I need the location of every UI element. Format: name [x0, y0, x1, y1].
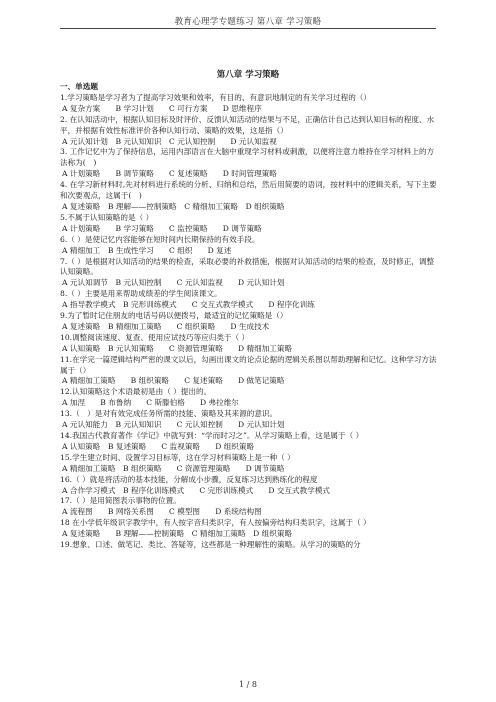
text-line: 13.（ ）是对有效完成任务所需的技能、策略及其来源的意识。	[60, 409, 278, 419]
text-line: 10.调整阅读速度、复查、使用应试技巧等应归类于（ ）	[60, 332, 250, 342]
text-line: 15.学生建立时间、设置学习目标等，这在学习材料策略上是一种（ ）	[60, 452, 295, 462]
chapter-title: 第八章 学习策略	[216, 70, 280, 80]
options-line: A 精细加工策略 B 组织策略 C 资源管理策略 D 调节策略	[62, 463, 285, 473]
header-divider	[60, 28, 436, 29]
text-line: 14.我国古代教育著作《学记》中就写到：“学而时习之”。从学习策略上看，这是属于（ ）	[60, 431, 364, 440]
document-body	[60, 82, 440, 551]
options-line: A 认知策略 B 复述策略 C 监视策略 D 组织策略	[62, 441, 255, 451]
text-line: 3. 工作记忆中为了保持信息，运用内部语言在大脑中重现学习材料或刺激，以便将注意力维持在学习材料上的方法称为( )	[60, 147, 435, 168]
text-line: 8.（ ）主要是用来帮助成绩差的学生阅读课文。	[60, 289, 222, 299]
text-line: 16.（ ）就是将活动的基本技能，分解成小步骤，反复练习达到熟练化的程度	[60, 474, 318, 484]
options-line: A 元认知能力 B 元认知知识 C 元认知控制 D 元认知计划	[62, 420, 285, 430]
options-line: A 元认知计划 B 元认知知识 C 元认知控制 D 元认知监视	[62, 136, 277, 146]
text-line: 6.（ ）是使记忆内容能够在短时间内长期保持的有效手段。	[60, 234, 260, 244]
options-line: A 指导教学模式 B 完形训练模式 C 交互式教学模式 D 程序化训练	[62, 300, 315, 310]
options-line: A 精细加工 B 生成性学习 C 组织 D 复述	[62, 245, 232, 255]
page-header: 教育心理学专题练习 第八章 学习策略	[174, 17, 322, 27]
text-line: 7.（ ）是根据对认知活动的结果的检查，采取必要的补救措施，根据对认知活动的结果的检查，及时修正，调整认知策略。	[60, 256, 435, 277]
options-line: A 复述策略 B 精细加工策略 C 组织策略 D 生成技术	[62, 321, 270, 331]
options-line: A 计划策略 B 调节策略 C 复述策略 D 时间管理策略	[62, 169, 277, 179]
options-line: A 元认知调节 B 元认知控制 C 元认知监视 D 元认知计划	[62, 278, 285, 288]
options-line: A 流程图 B 网络关系图 C 模型图 D 系统结构图	[62, 507, 262, 517]
options-line: A 合作学习模式 B 程序化训练模式 C 完形训练模式 D 交互式教学模式	[62, 485, 331, 495]
section-heading: 一、单选题	[60, 82, 98, 91]
text-line: 2. 在认知活动中，根据认知目标及时评价、反馈认知活动的结果与不足，正确估计自己达到认知目标的程度、水平，并根据有效性标准评价各种认知行动、策略的效果，这是指（）	[60, 114, 435, 135]
options-line: A 认知策略 B 元认知策略 C 资源管理策略 D 精细加工策略	[62, 343, 293, 353]
text-line: 4. 在学习新材料时,先对材料进行系统的分析、归纳和总结，然后用简要的语词，按材料中的逻辑关系，写下主要和次要观点，这属于( )	[60, 180, 437, 201]
options-line: A 加涅 B 布鲁纳 C 斯滕伯格 D 弗拉维尔	[62, 398, 239, 408]
text-line: 18 在小学低年级识字教学中，有人按字音归类识字，有人按偏旁结构归类识字，这属于（ ）	[60, 518, 371, 528]
options-line: A 复述策略 B 理解——控制策略 C 精细加工策略 D 组织策略	[62, 529, 293, 539]
text-line: 9.为了暂时记住朋友的电话号码以便拨号，最适宜的记忆策略是（）	[60, 311, 288, 321]
options-line: A 复述策略 B 理解——控制策略 C 精细加工策略 D 组织策略	[62, 201, 285, 211]
page-number: 1 / 8	[239, 680, 257, 689]
text-line: 1.学习策略是学习者为了提高学习效果和效率，有目的、有意识地制定的有关学习过程的（）	[60, 92, 371, 102]
options-line: A 精细加工策略 B 组织策略 C 复述策略 D 做笔记策略	[62, 376, 285, 386]
options-line: A 复杂方案 B 学习计划 C 可行方案 D 思维程序	[62, 103, 262, 113]
text-line: 5.不属于认知策略的是（ ）	[60, 212, 154, 222]
text-line: 11.在学完一篇逻辑结构严密的课文以后，勾画出课文的论点论据的逻辑关系图以帮助理解和记忆。这种学习方法属于（）	[60, 354, 437, 375]
text-line: 12.认知策略这个术语最初是由（ ）提出的。	[60, 387, 212, 397]
text-line: 19.想象、口述、做笔记、类比、答疑等，这些都是一种理解性的策略。从学习的策略的分	[60, 540, 361, 550]
text-line: 17.（ ）是用简图表示事物的位置。	[60, 496, 181, 506]
options-line: A 计划策略 B 学习策略 C 监控策略 D 调节策略	[62, 223, 262, 233]
